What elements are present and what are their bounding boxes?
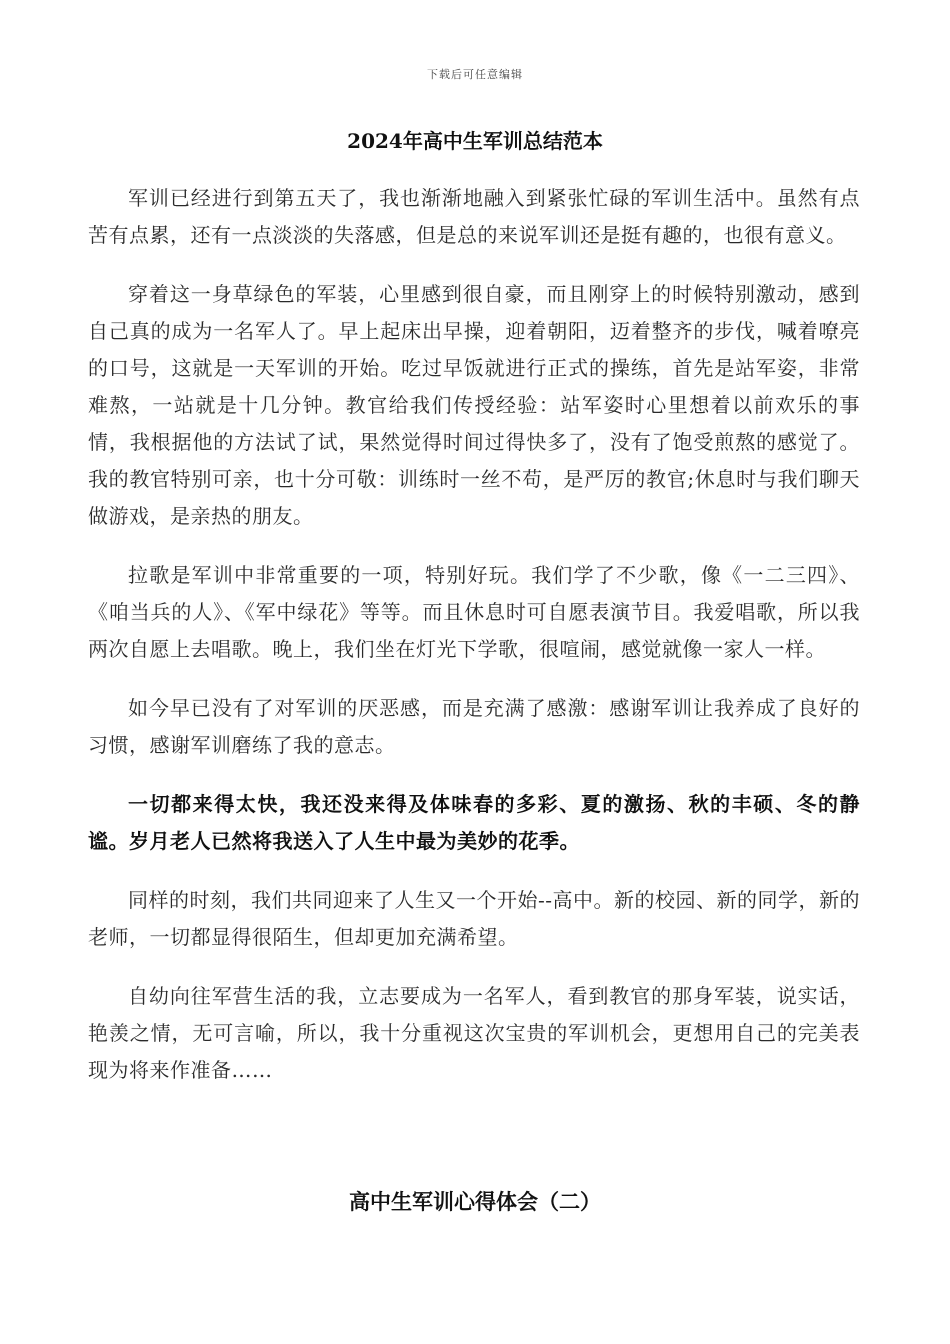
document-title: 2024年高中生军训总结范本 [347,129,603,153]
paragraph-5-bold: 一切都来得太快，我还没来得及体味春的多彩、夏的激扬、秋的丰硕、冬的静谧。岁月老人已然将我送入了人生中最为美妙的花季。 [88,792,860,853]
header-note: 下载后可任意编辑 [427,68,523,81]
paragraph-6: 同样的时刻，我们共同迎来了人生又一个开始--高中。新的校园、新的同学，新的老师，一切都显得很陌生，但却更加充满希望。 [88,888,861,949]
paragraph-4: 如今早已没有了对军训的厌恶感，而是充满了感激：感谢军训让我养成了良好的习惯，感谢军训磨练了我的意志。 [88,696,860,757]
section-title: 高中生军训心得体会（二） [349,1189,601,1214]
paragraph-7: 自幼向往军营生活的我，立志要成为一名军人，看到教官的那身军装，说实话，艳羡之情，无可言喻，所以，我十分重视这次宝贵的军训机会，更想用自己的完美表现为将来作准备…… [88,984,860,1082]
paragraph-1: 军训已经进行到第五天了，我也渐渐地融入到紧张忙碌的军训生活中。虽然有点苦有点累，还有一点淡淡的失落感，但是总的来说军训还是挺有趣的，也很有意义。 [88,186,860,247]
paragraph-3: 拉歌是军训中非常重要的一项，特别好玩。我们学了不少歌，像《一二三四》、《咱当兵的人》、《军中绿花》等等。而且休息时可自愿表演节目。我爱唱歌，所以我两次自愿上去唱歌。晚上，我们坐在灯光下学歌，很喧闹，感觉就像一家人一样。 [88,563,860,661]
document-body [88,180,860,1111]
paragraph-2: 穿着这一身草绿色的军装，心里感到很自豪，而且刚穿上的时候特别激动，感到自己真的成为一名军人了。早上起床出早操，迎着朝阳，迈着整齐的步伐，喊着嘹亮的口号，这就是一天军训的开始。吃过早饭就进行正式的操练，首先是站军姿，非常难熬，一站就是十几分钟。教官给我们传授经验：站军姿时心里想着以前欢乐的事情，我根据他的方法试了试，果然觉得时间过得快多了，没有了饱受煎熬的感觉了。我的教官特别可亲，也十分可敬：训练时一丝不苟，是严厉的教官;休息时与我们聊天做游戏，是亲热的朋友。 [88,282,860,528]
